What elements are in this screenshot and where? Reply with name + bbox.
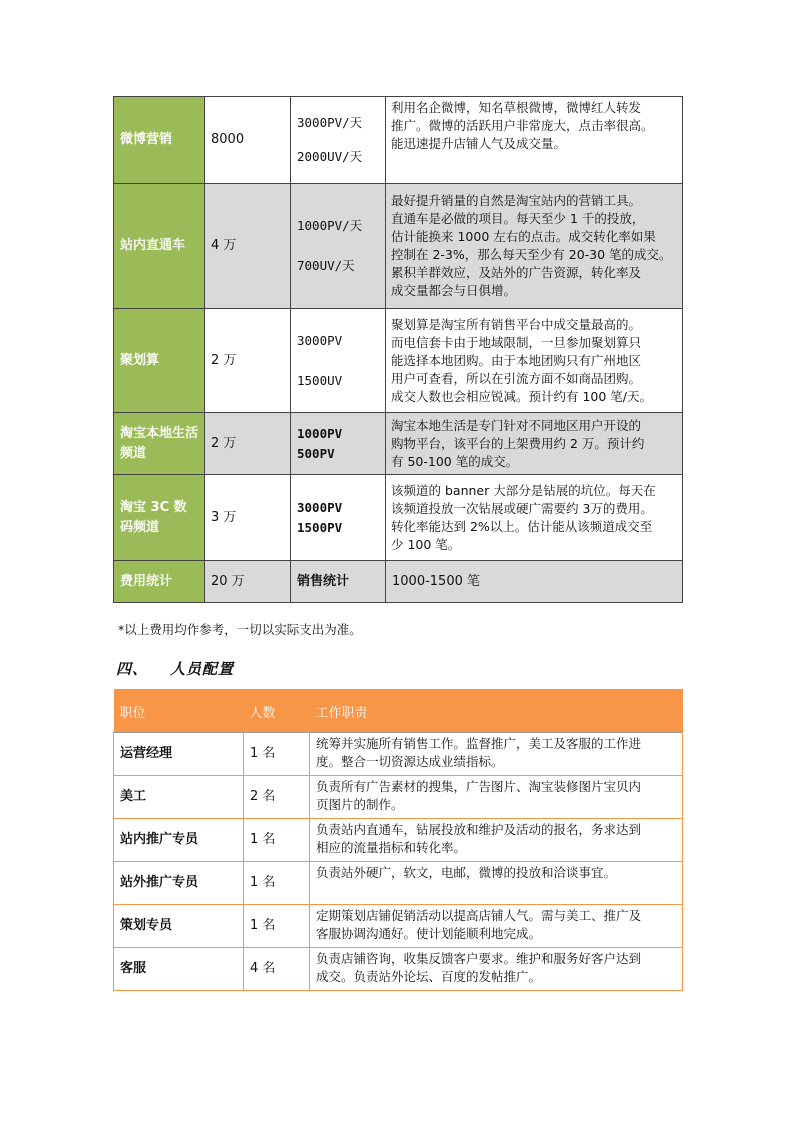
table-row bbox=[114, 776, 683, 819]
duty-line: 度。整合一切资源达成业绩指标。 bbox=[316, 754, 504, 769]
role-cell: 美工 bbox=[114, 776, 244, 819]
duty-line: 页图片的制作。 bbox=[316, 797, 404, 812]
uv-value: 1500PV bbox=[297, 519, 343, 535]
count-cell: 1 名 bbox=[244, 733, 310, 776]
pv-value: 3000PV bbox=[297, 499, 343, 515]
desc-line: 直通车是必做的项目。每天至少 1 千的投放， bbox=[391, 211, 645, 226]
desc-line: 成交人数也会相应锐减。预计约有 100 笔/天。 bbox=[391, 388, 653, 404]
desc-line: 而电信套卡由于地域限制，一旦参加聚划算只 bbox=[391, 334, 642, 350]
role-cell: 运营经理 bbox=[114, 733, 244, 776]
duty-line: 负责站外硬广，软文，电邮，微博的投放和洽谈事宜。 bbox=[316, 865, 617, 880]
duty-cell bbox=[310, 862, 683, 905]
table-row bbox=[114, 97, 683, 184]
table-row bbox=[114, 819, 683, 862]
header-row bbox=[114, 690, 683, 733]
uv-value: 500PV bbox=[297, 445, 335, 461]
table-row bbox=[114, 309, 683, 413]
total-cost: 20 万 bbox=[205, 561, 291, 603]
desc-line: 购物平台，该平台的上架费用约 2 万。预计约 bbox=[391, 435, 645, 451]
role-cell: 策划专员 bbox=[114, 905, 244, 948]
desc-line: 最好提升销量的自然是淘宝站内的营销工具。 bbox=[391, 193, 642, 208]
desc-cell bbox=[386, 413, 683, 475]
duty-cell bbox=[310, 948, 683, 991]
desc-line: 成交量都会与日俱增。 bbox=[391, 283, 517, 298]
uv-value: 700UV/天 bbox=[297, 258, 355, 273]
col-header-role: 职位 bbox=[114, 690, 244, 733]
desc-line: 该频道的 banner 大部分是钻展的坑位。每天在 bbox=[391, 482, 656, 498]
role-cell: 站外推广专员 bbox=[114, 862, 244, 905]
staff-table bbox=[113, 689, 683, 991]
cost-value: 3 万 bbox=[205, 475, 291, 561]
duty-line: 相应的流量指标和转化率。 bbox=[316, 840, 467, 855]
channel-label: 聚划算 bbox=[114, 309, 205, 413]
role-cell: 站内推广专员 bbox=[114, 819, 244, 862]
duty-line: 统筹并实施所有销售工作。监督推广，美工及客服的工作进 bbox=[316, 736, 642, 751]
section-number: 四、 bbox=[116, 660, 149, 678]
desc-cell bbox=[386, 97, 683, 184]
count-cell: 1 名 bbox=[244, 905, 310, 948]
channel-label: 淘宝本地生活频道 bbox=[114, 413, 205, 475]
traffic-value bbox=[291, 475, 386, 561]
desc-line: 推广。微博的活跃用户非常庞大，点击率很高。 bbox=[391, 118, 654, 133]
desc-line: 能选择本地团购。由于本地团购只有广州地区 bbox=[391, 352, 642, 368]
desc-line: 累积羊群效应，及站外的广告资源，转化率及 bbox=[391, 265, 642, 280]
table-row bbox=[114, 948, 683, 991]
desc-line: 控制在 2-3%，那么每天至少有 20-30 笔的成交。 bbox=[391, 247, 672, 262]
desc-cell bbox=[386, 184, 683, 309]
duty-line: 成交。负责站外论坛、百度的发帖推广。 bbox=[316, 969, 542, 984]
uv-value: 1500UV bbox=[297, 372, 343, 388]
duty-line: 客服协调沟通好。使计划能顺利地完成。 bbox=[316, 926, 542, 941]
duty-line: 负责店铺咨询，收集反馈客户要求。维护和服务好客户达到 bbox=[316, 951, 642, 966]
role-cell: 客服 bbox=[114, 948, 244, 991]
duty-cell bbox=[310, 733, 683, 776]
cost-note: *以上费用均作参考，一切以实际支出为准。 bbox=[118, 622, 362, 637]
duty-cell bbox=[310, 905, 683, 948]
desc-line: 估计能换来 1000 左右的点击。成交转化率如果 bbox=[391, 229, 656, 244]
promo-cost-table bbox=[113, 96, 683, 603]
table-row bbox=[114, 475, 683, 561]
section-heading bbox=[116, 658, 234, 679]
sales-value: 1000-1500 笔 bbox=[386, 561, 683, 603]
desc-line: 该频道投放一次钻展或硬广需要约 3万的费用。 bbox=[391, 500, 653, 516]
traffic-value bbox=[291, 309, 386, 413]
desc-cell bbox=[386, 309, 683, 413]
desc-line: 用户可查看，所以在引流方面不如商品团购。 bbox=[391, 370, 642, 386]
cost-value: 2 万 bbox=[205, 309, 291, 413]
total-label: 费用统计 bbox=[114, 561, 205, 603]
desc-line: 利用名企微博，知名草根微博，微博红人转发 bbox=[391, 100, 642, 115]
pv-value: 3000PV/天 bbox=[297, 115, 363, 130]
desc-line: 转化率能达到 2%以上。估计能从该频道成交至 bbox=[391, 518, 653, 534]
channel-label: 淘宝 3C 数码频道 bbox=[114, 475, 205, 561]
desc-cell bbox=[386, 475, 683, 561]
col-header-count: 人数 bbox=[244, 690, 310, 733]
desc-line: 少 100 笔。 bbox=[391, 536, 461, 552]
desc-line: 淘宝本地生活是专门针对不同地区用户开设的 bbox=[391, 417, 642, 433]
total-row bbox=[114, 561, 683, 603]
pv-value: 1000PV bbox=[297, 425, 343, 441]
uv-value: 2000UV/天 bbox=[297, 149, 363, 164]
desc-line: 有 50-100 笔的成交。 bbox=[391, 453, 519, 469]
duty-cell bbox=[310, 819, 683, 862]
traffic-value bbox=[291, 413, 386, 475]
cost-value: 4 万 bbox=[205, 184, 291, 309]
channel-label: 微博营销 bbox=[114, 97, 205, 184]
channel-label: 站内直通车 bbox=[114, 184, 205, 309]
table-row bbox=[114, 413, 683, 475]
duty-line: 负责所有广告素材的搜集，广告图片、淘宝装修图片宝贝内 bbox=[316, 779, 642, 794]
traffic-value bbox=[291, 97, 386, 184]
desc-line: 聚划算是淘宝所有销售平台中成交量最高的。 bbox=[391, 316, 642, 332]
table-row bbox=[114, 184, 683, 309]
col-header-duty: 工作职责 bbox=[310, 690, 683, 733]
count-cell: 2 名 bbox=[244, 776, 310, 819]
table-row bbox=[114, 905, 683, 948]
duty-line: 负责站内直通车，钻展投放和维护及活动的报名，务求达到 bbox=[316, 822, 642, 837]
sales-label: 销售统计 bbox=[291, 561, 386, 603]
traffic-value bbox=[291, 184, 386, 309]
count-cell: 4 名 bbox=[244, 948, 310, 991]
cost-value: 2 万 bbox=[205, 413, 291, 475]
cost-value: 8000 bbox=[205, 97, 291, 184]
count-cell: 1 名 bbox=[244, 819, 310, 862]
pv-value: 3000PV bbox=[297, 332, 343, 348]
duty-line: 定期策划店铺促销活动以提高店铺人气。需与美工、推广及 bbox=[316, 908, 642, 923]
table-row bbox=[114, 862, 683, 905]
count-cell: 1 名 bbox=[244, 862, 310, 905]
duty-cell bbox=[310, 776, 683, 819]
desc-line: 能迅速提升店铺人气及成交量。 bbox=[391, 136, 567, 151]
section-title: 人员配置 bbox=[170, 660, 235, 678]
table-row bbox=[114, 733, 683, 776]
pv-value: 1000PV/天 bbox=[297, 218, 363, 233]
